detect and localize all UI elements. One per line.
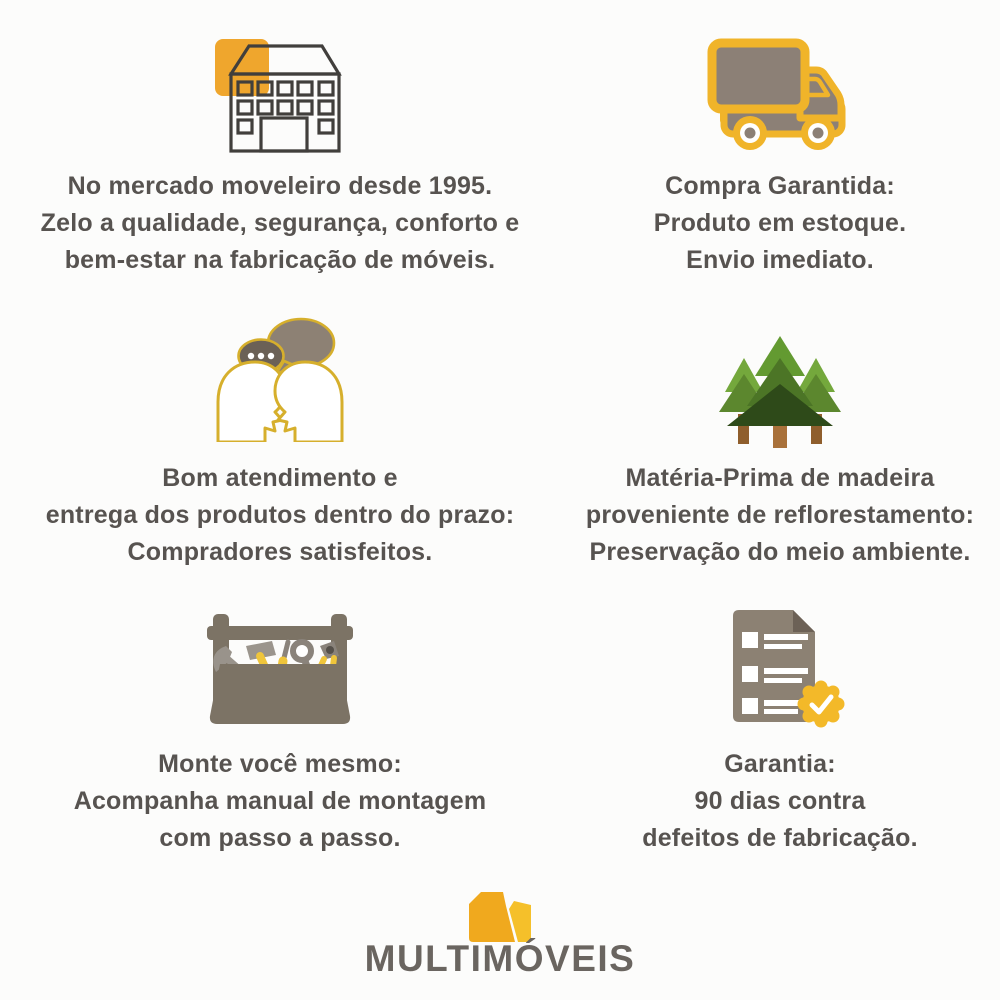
delivery-truck-icon [704, 36, 856, 154]
caption-line: com passo a passo. [159, 824, 401, 852]
caption-line: 90 dias contra [694, 787, 866, 815]
caption-line: Compra Garantida: [665, 172, 895, 200]
feature-factory-caption [41, 168, 520, 279]
brand-logo-text: MULTIMÓVEIS [364, 938, 636, 979]
feature-delivery-caption [654, 168, 906, 279]
brand-footer [0, 892, 1000, 980]
check-badge [798, 681, 845, 728]
caption-line: Zelo a qualidade, segurança, conforto e [40, 209, 520, 237]
caption-line: entrega dos produtos dentro do prazo: [45, 501, 515, 529]
feature-warranty [560, 606, 1000, 886]
caption-line: Compradores satisfeitos. [127, 538, 433, 566]
factory-building-icon [215, 36, 345, 154]
caption-line: Envio imediato. [686, 246, 874, 274]
feature-support-caption [46, 460, 515, 571]
feature-delivery [560, 36, 1000, 314]
toolbox-icon [200, 606, 360, 732]
caption-line: Monte você mesmo: [158, 750, 402, 778]
feature-warranty-caption [642, 746, 918, 857]
brand-logo-mark [469, 892, 531, 944]
caption-line: Garantia: [724, 750, 836, 778]
caption-line: bem-estar na fabricação de móveis. [64, 246, 496, 274]
caption-line: defeitos de fabricação. [642, 824, 918, 852]
truck-wheel [733, 116, 767, 150]
caption-line: Matéria-Prima de madeira [625, 464, 935, 492]
feature-eco [560, 314, 1000, 606]
caption-line: Produto em estoque. [653, 209, 907, 237]
feature-assembly-caption [74, 746, 487, 857]
caption-line: Preservação do meio ambiente. [589, 538, 971, 566]
feature-eco-caption [586, 460, 974, 571]
customer-chat-icon [204, 314, 356, 442]
feature-assembly [0, 606, 560, 886]
feature-support [0, 314, 560, 606]
warranty-checklist-icon [709, 606, 851, 732]
truck-wheel [801, 116, 835, 150]
feature-factory [0, 36, 560, 314]
pine-trees-icon [710, 314, 850, 450]
caption-line: Bom atendimento e [162, 464, 398, 492]
caption-line: Acompanha manual de montagem [73, 787, 487, 815]
caption-line: proveniente de reflorestamento: [585, 501, 975, 529]
caption-line: No mercado moveleiro desde 1995. [67, 172, 493, 200]
